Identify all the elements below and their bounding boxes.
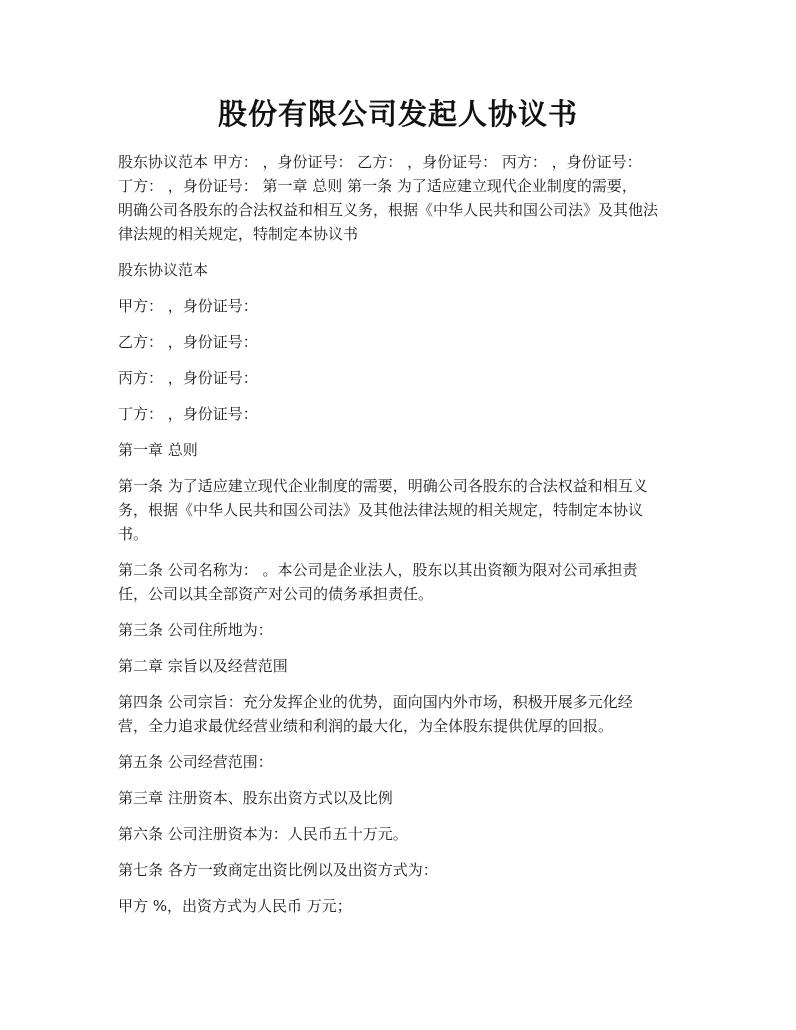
paragraph xyxy=(118,438,678,462)
text-line: 第二条 公司名称为： 。本公司是企业法人，股东以其出资额为限对公司承担责 xyxy=(118,561,638,579)
text-line: 第四条 公司宗旨：充分发挥企业的优势，面向国内外市场，积极开展多元化经 xyxy=(118,693,633,711)
text-line: 第二章 宗旨以及经营范围 xyxy=(118,657,288,675)
text-line: 丁方： ，身份证号： xyxy=(118,405,258,423)
text-line: 股东协议范本 xyxy=(118,261,209,279)
text-line: 书。 xyxy=(118,525,149,543)
paragraph xyxy=(118,618,678,642)
paragraph xyxy=(118,258,678,282)
text-line: 律法规的相关规定，特制定本协议书 xyxy=(118,225,359,243)
document-body xyxy=(118,150,678,930)
text-line: 丁方： ，身份证号： 第一章 总则 第一条 为了适应建立现代企业制度的需要， xyxy=(118,177,637,195)
paragraph xyxy=(118,558,678,606)
text-line: 甲方： ，身份证号： xyxy=(118,297,258,315)
paragraph xyxy=(118,474,678,546)
text-line: 股东协议范本 甲方： ，身份证号： 乙方： ，身份证号： 丙方： ，身份证号： xyxy=(118,153,642,171)
text-line: 第六条 公司注册资本为：人民币五十万元。 xyxy=(118,825,408,843)
paragraph xyxy=(118,150,678,246)
text-line: 乙方： ，身份证号： xyxy=(118,333,258,351)
text-line: 第五条 公司经营范围： xyxy=(118,753,273,771)
text-line: 第七条 各方一致商定出资比例以及出资方式为： xyxy=(118,861,438,879)
paragraph xyxy=(118,750,678,774)
paragraph xyxy=(118,858,678,882)
paragraph xyxy=(118,366,678,390)
paragraph xyxy=(118,786,678,810)
text-line: 第一条 为了适应建立现代企业制度的需要，明确公司各股东的合法权益和相互义 xyxy=(118,477,648,495)
paragraph xyxy=(118,654,678,678)
text-line: 第一章 总则 xyxy=(118,441,198,459)
text-line: 营，全力追求最优经营业绩和利润的最大化，为全体股东提供优厚的回报。 xyxy=(118,717,614,735)
paragraph xyxy=(118,294,678,318)
document-title: 股份有限公司发起人协议书 xyxy=(217,97,578,131)
text-line: 明确公司各股东的合法权益和相互义务，根据《中华人民共和国公司法》及其他法 xyxy=(118,201,659,219)
paragraph xyxy=(118,402,678,426)
text-line: 任，公司以其全部资产对公司的债务承担责任。 xyxy=(118,585,434,603)
text-line: 第三章 注册资本、股东出资方式以及比例 xyxy=(118,789,393,807)
paragraph xyxy=(118,822,678,846)
text-line: 第三条 公司住所地为： xyxy=(118,621,273,639)
paragraph xyxy=(118,894,678,918)
text-line: 务，根据《中华人民共和国公司法》及其他法律法规的相关规定，特制定本协议 xyxy=(118,501,644,519)
text-line: 甲方 %，出资方式为人民币 万元； xyxy=(118,897,352,915)
paragraph xyxy=(118,690,678,738)
text-line: 丙方： ，身份证号： xyxy=(118,369,258,387)
paragraph xyxy=(118,330,678,354)
